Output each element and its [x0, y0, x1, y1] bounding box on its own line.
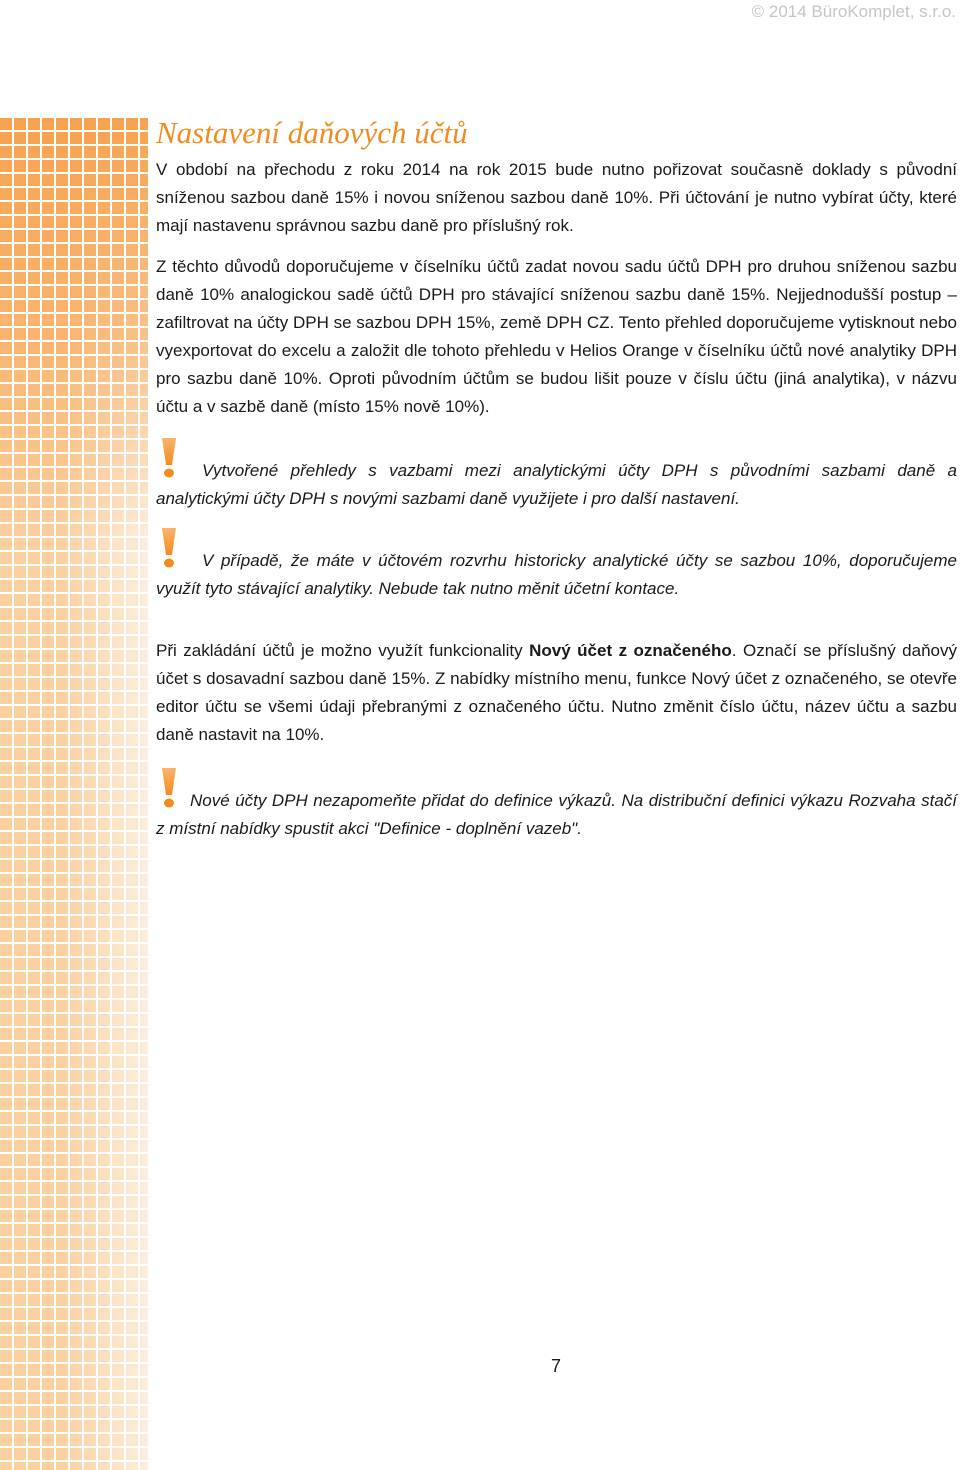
note-text: Nové účty DPH nezapomeňte přidat do definice výkazů. Na distribuční definici výkazu Rozvaha stačí z místní nabídky spustit akci "Definice - doplnění vazeb". — [156, 791, 957, 838]
note-text: Vytvořené přehledy s vazbami mezi analytickými účty DPH s původními sazbami daně a analytickými účty DPH s novými sazbami daně využijete i pro další nastavení. — [156, 461, 957, 508]
create-text-after: . Označí se příslušný daňový účet s dosavadní sazbou daně 15%. Z nabídky místního menu, funkce Nový účet z označeného, se otevře editor účtu se všemi údaji přebranými z označeného účtu. Nutno změnit číslo účtu, název účtu a sazbu daně nastavit na 10%. — [156, 641, 958, 744]
create-account-paragraph — [156, 637, 957, 749]
note-block — [156, 457, 957, 513]
section-title: Nastavení daňových účtů — [156, 115, 468, 150]
page-number: 7 — [550, 1356, 561, 1376]
exclamation-icon — [158, 437, 180, 479]
recommendation-paragraph: Z těchto důvodů doporučujeme v číselníku účtů zadat novou sadu účtů DPH pro druhou sníženou sazbu daně 10% analogickou sadě účtů DPH pro stávající sníženou sazbu daně 15%. Nejjednodušší postup – zafiltrovat na účty DPH se sazbou DPH 15%, země DPH CZ. Tento přehled doporučujeme vytisknout nebo vyexportovat do excelu a založit dle tohoto přehledu v Helios Orange v číselníku účtů nové analytiky DPH pro sazbu daně 10%. Oproti původním účtům se budou lišit pouze v číslu účtu (jiná analytika), v názvu účtu a v sazbě daně (místo 15% nově 10%). — [156, 257, 957, 416]
copyright-notice: © 2014 BüroKomplet, s.r.o. — [751, 2, 956, 21]
intro-paragraph: V období na přechodu z roku 2014 na rok 2015 bude nutno pořizovat současně doklady s původní sníženou sazbou daně 15% i novou sníženou sazbou daně 10%. Při účtování je nutno vybírat účty, které mají nastavenu správnou sazbu daně pro příslušný rok. — [156, 160, 957, 235]
create-text-before: Při zakládání účtů je možno využít funkcionality — [156, 641, 530, 660]
exclamation-icon — [158, 527, 180, 569]
note-text: V případě, že máte v účtovém rozvrhu historicky analytické účty se sazbou 10%, doporučujeme využít tyto stávající analytiky. Nebude tak nutno měnit účetní kontace. — [156, 551, 957, 598]
note-block — [156, 787, 957, 843]
create-feature-name: Nový účet z označeného — [529, 641, 732, 660]
exclamation-icon — [158, 767, 180, 809]
note-block — [156, 547, 957, 603]
page-content — [156, 114, 957, 877]
decorative-grid-strip-accent — [0, 118, 148, 538]
